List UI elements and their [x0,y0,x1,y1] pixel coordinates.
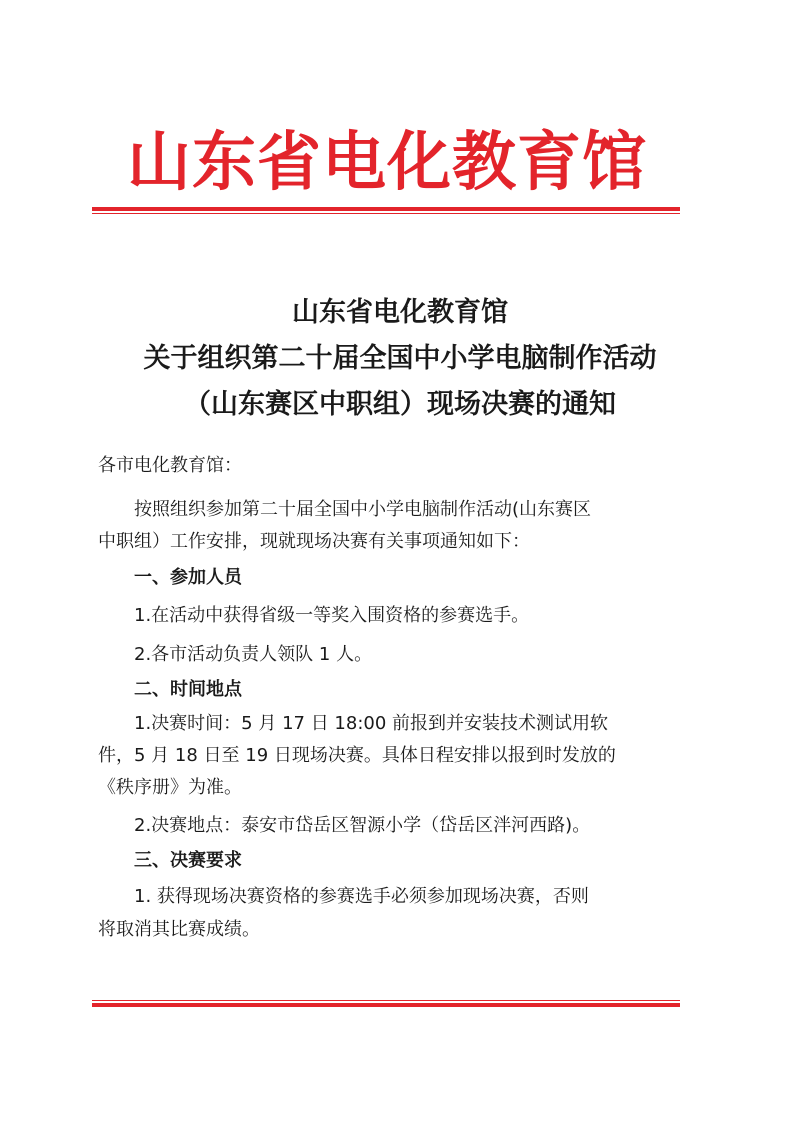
requirements-item-line-1: 1. 获得现场决赛资格的参赛选手必须参加现场决赛，否则 [134,886,589,907]
section-heading-time-place: 二、时间地点 [134,679,242,700]
time-item-line-3: 《秩序册》为准。 [98,777,242,798]
salutation: 各市电化教育馆： [98,455,242,476]
divider-thin-line [92,213,680,214]
time-item-line-1: 1.决赛时间：5 月 17 日 18:00 前报到并安装技术测试用软 [134,713,609,734]
masthead-divider [92,207,680,214]
requirements-item-line-2: 将取消其比赛成绩。 [98,919,260,940]
divider-thick-line [92,207,680,211]
footer-divider [92,1000,680,1007]
participants-item-1: 1.在活动中获得省级一等奖入围资格的参赛选手。 [134,605,530,626]
masthead-org-name: 山东省电化教育馆 [127,125,647,200]
intro-paragraph-line-1: 按照组织参加第二十届全国中小学电脑制作活动(山东赛区 [134,499,592,520]
intro-paragraph-line-2: 中职组）工作安排，现就现场决赛有关事项通知如下： [98,531,530,552]
document-title-line-2: 关于组织第二十届全国中小学电脑制作活动 [143,343,657,374]
participants-item-2: 2.各市活动负责人领队 1 人。 [134,644,373,665]
document-title-line-3: （山东赛区中职组）现场决赛的通知 [184,389,616,420]
venue-item: 2.决赛地点：泰安市岱岳区智源小学（岱岳区泮河西路)。 [134,815,591,836]
divider-thin-line [92,1000,680,1001]
divider-thick-line [92,1003,680,1007]
section-heading-participants: 一、参加人员 [134,567,242,588]
time-item-line-2: 件，5 月 18 日至 19 日现场决赛。具体日程安排以报到时发放的 [98,745,616,766]
document-title-line-1: 山东省电化教育馆 [292,297,508,328]
section-heading-requirements: 三、决赛要求 [134,850,242,871]
